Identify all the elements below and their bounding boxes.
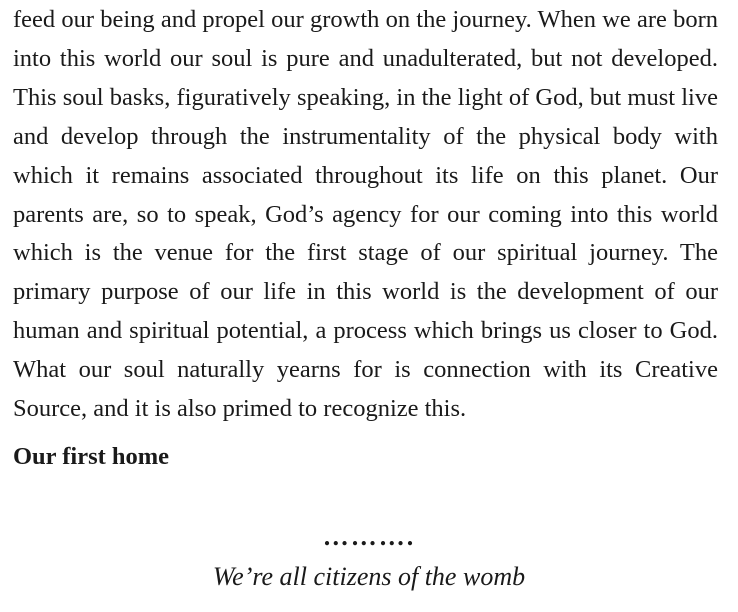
document-page	[13, 0, 718, 473]
ornamental-divider: ……….	[322, 522, 416, 551]
section-heading: Our first home	[13, 442, 170, 470]
body-paragraph: feed our being and propel our growth on the journey. When we are born into this world our soul is pure and unadulterated, but not developed. This soul basks, figuratively speaking, in the light of God, but must live and develop through the instrumentality of the physical body with which it remains associated throughout its life on this planet. Our parents are, so to speak, God’s agency for our coming into this world which is the venue for the first stage of our spiritual journey. The primary purpose of our life in this world is the development of our human and spiritual potential, a process which brings us closer to God. What our soul naturally yearns for is connection with its Creative Source, and it is also primed to recognize this.	[13, 6, 718, 423]
epigraph: We’re all citizens of the womb	[212, 562, 526, 591]
